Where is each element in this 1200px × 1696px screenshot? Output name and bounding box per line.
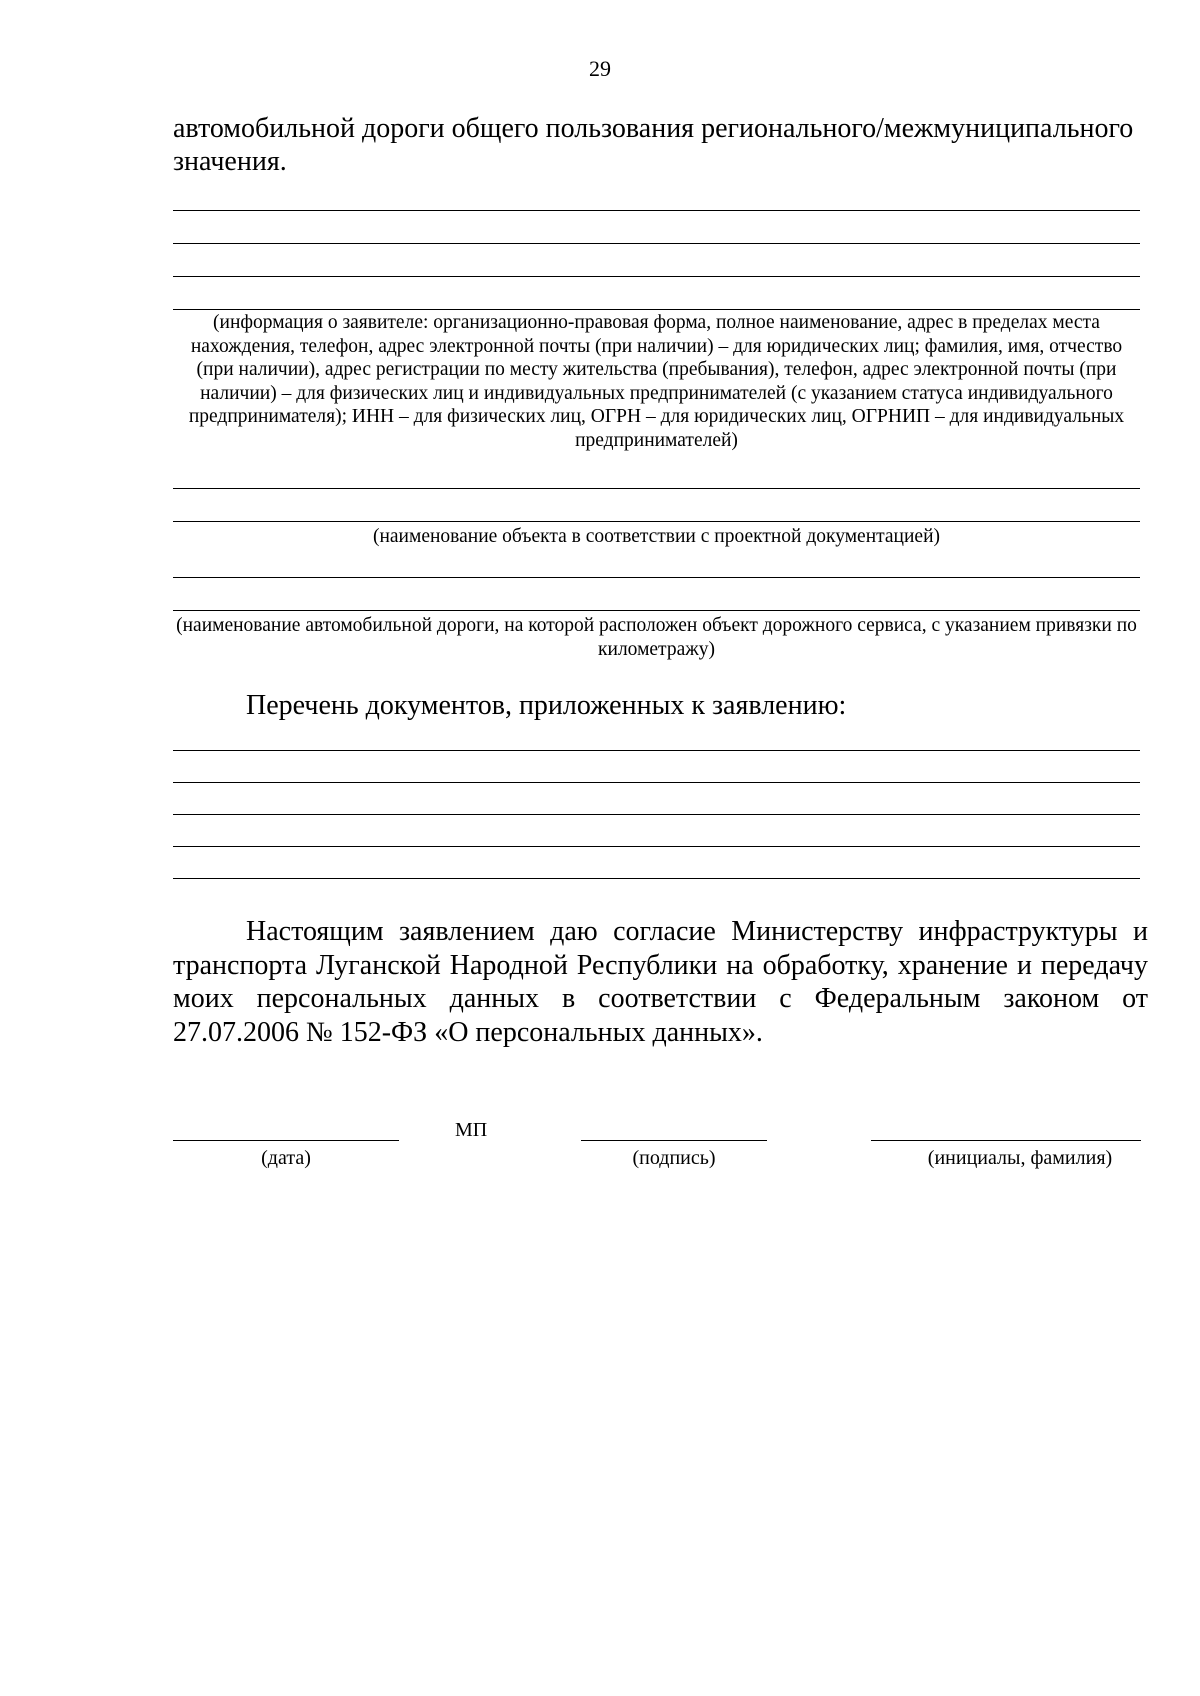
documents-line-2[interactable] (173, 782, 1140, 783)
applicant-line-3[interactable] (173, 276, 1140, 277)
applicant-line-1[interactable] (173, 210, 1140, 211)
stamp-label: МП (455, 1119, 488, 1141)
consent-text: Настоящим заявлением даю согласие Министерству инфраструктуры и транспорта Луганской Народной Республики на обработку, хранение и передачу моих персональных данных в соответствии с Федеральным законом от 27.07.2006 № 152-ФЗ «О персональных данных». (173, 916, 1148, 1048)
documents-line-1[interactable] (173, 750, 1140, 751)
object-line-1[interactable] (173, 488, 1140, 489)
road-line-2[interactable] (173, 610, 1140, 611)
signature-label: (подпись) (632, 1147, 716, 1169)
road-name-caption: (наименование автомобильной дороги, на которой расположен объект дорожного сервиса, с указанием привязки по километражу) (176, 615, 1137, 660)
name-line[interactable] (871, 1140, 1141, 1141)
documents-heading: Перечень документов, приложенных к заявлению: (246, 690, 847, 721)
applicant-line-4[interactable] (173, 309, 1140, 310)
applicant-line-2[interactable] (173, 243, 1140, 244)
date-label: (дата) (261, 1147, 311, 1169)
applicant-info-caption: (информация о заявителе: организационно-правовая форма, полное наименование, адрес в пределах места нахождения, телефон, адрес электронной почты (при наличии) – для юридических лиц; фамилия, имя, отчество (при наличии), адрес регистрации по месту жительства (пребывания), телефон, адрес электронной почты (при наличии) – для физических лиц и индивидуальных предпринимателей (с указанием статуса индивидуального предпринимателя); ИНН – для физических лиц, ОГРН – для юридических лиц, ОГРНИП – для индивидуальных предпринимателей) (188, 312, 1125, 451)
object-line-2[interactable] (173, 521, 1140, 522)
name-label: (инициалы, фамилия) (927, 1147, 1113, 1169)
road-line-1[interactable] (173, 577, 1140, 578)
page-number: 29 (589, 56, 611, 81)
object-name-caption: (наименование объекта в соответствии с проектной документацией) (372, 526, 941, 547)
date-line[interactable] (173, 1140, 399, 1141)
documents-line-3[interactable] (173, 814, 1140, 815)
documents-line-4[interactable] (173, 846, 1140, 847)
intro-text: автомобильной дороги общего пользования регионального/межмуниципального значения. (173, 113, 1134, 177)
documents-line-5[interactable] (173, 878, 1140, 879)
signature-line[interactable] (581, 1140, 767, 1141)
